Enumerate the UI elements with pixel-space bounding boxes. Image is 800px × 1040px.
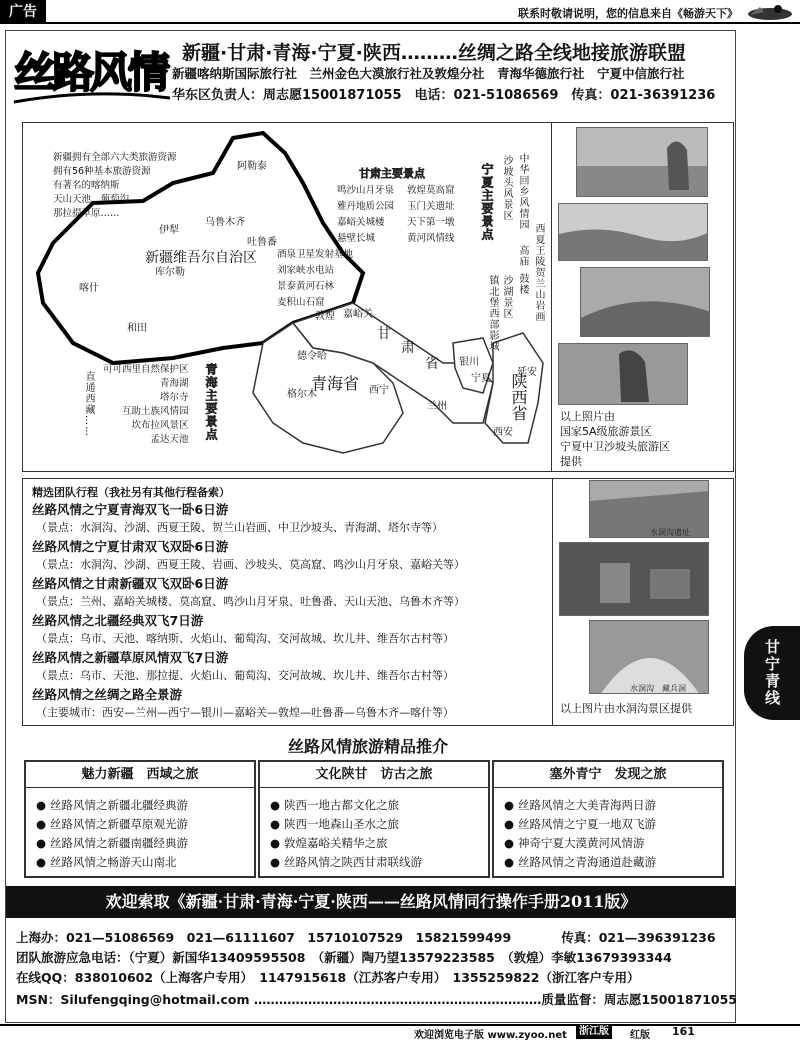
route-stops: （景点：水洞沟、沙湖、西夏王陵、岩画、沙坡头、莫高窟、鸣沙山月牙泉、嘉峪关等） [36, 558, 465, 571]
route-stops: （景点：乌市、天池、喀纳斯、火焰山、葡萄沟、交河故城、坎儿井、维吾尔古村等） [36, 632, 454, 645]
map-label-urumqi: 乌鲁木齐 [205, 217, 245, 228]
contact-line-emergency: 团队旅游应急电话：（宁夏）新国华13409595508 （新疆）陶乃望13579223585 （敦煌）李敏13679393344 [16, 950, 672, 965]
manual-banner: 欢迎索取《新疆·甘肃·青海·宁夏·陕西——丝路风情同行操作手册2011版》 [6, 886, 736, 918]
ningxia-spot: 鼓楼 [517, 273, 528, 295]
map-label-jiayuguan: 嘉峪关 [343, 309, 373, 320]
brand-logo [12, 36, 174, 108]
cave-photo-2 [559, 542, 709, 616]
recommend-box-shaangan [258, 760, 490, 878]
map-label-yili: 伊犁 [159, 225, 179, 236]
spot: 酒泉卫星发射基地 [277, 249, 354, 260]
contact-line-qq: 在线QQ：838010602（上海客户专用） 1147915618（江苏客户专用） 1355259822（浙江客户专用） [16, 970, 640, 985]
qinghai-spots [103, 363, 189, 447]
spot: 敦煌莫高窟 [407, 185, 455, 196]
gansu-spots-title: 甘肃主要景点 [359, 167, 425, 180]
list-item: ● 陕西一地森山圣水之旅 [270, 815, 488, 834]
tibet-route-label: 直通西藏…… [83, 371, 94, 437]
spot: 景泰黄河石林 [277, 281, 335, 292]
spot: 可可西里自然保护区 [103, 364, 189, 375]
caption-line: 国家5A级旅游景区 [560, 425, 652, 438]
recommend-box-head: 魅力新疆 西域之旅 [26, 762, 254, 788]
footer-red-edition: 红版 [630, 1030, 650, 1040]
desert-photo-4 [558, 343, 688, 405]
header-contact: 华东区负责人：周志愿15001871055 电话：021-51086569 传真：021-36391236 [172, 88, 716, 103]
map-label-golmud: 格尔木 [287, 389, 317, 400]
magazine-logo-icon [746, 3, 794, 21]
brand-logo-text: 丝路风情 [14, 48, 167, 97]
list-item: ● 丝路风情之新疆南疆经典游 [36, 834, 254, 853]
ningxia-spot: 高庙 [517, 245, 528, 267]
map-label-korla: 库尔勒 [155, 267, 185, 278]
header [12, 36, 732, 110]
map-label-gansu-b: 肃 [401, 340, 415, 356]
ningxia-spot: 西夏王陵 [533, 223, 544, 267]
list-item: ● 丝路风情之宁夏一地双飞游 [504, 815, 722, 834]
route-title: 丝路风情之北疆经典双飞7日游 [32, 613, 204, 628]
list-item: ● 陕西一地古都文化之旅 [270, 796, 488, 815]
spot: 悬壁长城 [337, 233, 376, 244]
map-label-yinchuan: 银川 [459, 357, 479, 368]
map-panel [22, 122, 552, 472]
gansu-spots-col-2 [407, 183, 455, 247]
spot: 青海湖 [160, 378, 189, 389]
desert-photo-1 [576, 127, 708, 197]
map-label-turpan: 吐鲁番 [247, 237, 277, 248]
ningxia-spot: 镇北堡西部影城 [487, 275, 498, 352]
contact-line-msn: MSN：Silufengqing@hotmail.com ……………………………………………………………质量监督：周志愿15001871055 [16, 992, 738, 1007]
caption-line: 提供 [560, 455, 582, 468]
map-label-dunhuang: 敦煌 [315, 311, 335, 322]
map-label-xinjiang: 新疆维吾尔自治区 [145, 250, 257, 266]
list-item: ● 敦煌嘉峪关精华之旅 [270, 834, 488, 853]
route-stops: （主要城市：西安—兰州—西宁—银川—嘉峪关—敦煌—吐鲁番—乌鲁木齐—喀什等） [36, 706, 454, 719]
resource-line: 那拉提草原…… [53, 208, 120, 219]
svg-text:水洞沟 藏兵洞: 水洞沟 藏兵洞 [630, 684, 686, 693]
ningxia-spot: 沙湖景区 [501, 275, 512, 319]
gansu-spots-col-1 [337, 183, 394, 247]
caption-line: 以上照片由 [560, 410, 615, 423]
logo-swoosh-icon [12, 90, 172, 106]
resource-line: 天山天池、葡萄沟 [53, 194, 130, 205]
recommend-box-head: 文化陕甘 访古之旅 [260, 762, 488, 788]
recommend-box-head: 塞外青宁 发现之旅 [494, 762, 722, 788]
desert-photo-3 [580, 267, 710, 337]
spot: 麦积山石窟 [277, 297, 325, 308]
ningxia-spots-title: 宁夏主要景点 [480, 163, 494, 241]
cave-photo-caption: 以上图片由水洞沟景区提供 [560, 702, 692, 715]
svg-text:水洞沟遗址: 水洞沟遗址 [650, 528, 690, 537]
spot: 嘉峪关城楼 [337, 217, 385, 228]
route-title: 丝路风情之宁夏青海双飞一卧6日游 [32, 502, 229, 517]
list-item: ● 丝路风情之新疆草原观光游 [36, 815, 254, 834]
itinerary-intro: 精选团队行程（我社另有其他行程备索） [32, 486, 230, 499]
desert-photo-2 [558, 203, 708, 261]
route-title: 丝路风情之甘肃新疆双飞双卧6日游 [32, 576, 229, 591]
route-title: 丝路风情之丝绸之路全景游 [32, 687, 183, 702]
ad-notice: 联系时敬请说明，您的信息来自《畅游天下》 [518, 7, 738, 20]
ningxia-spot: 沙坡头风景区 [501, 155, 512, 221]
list-item: ● 丝路风情之青海通道赴藏游 [504, 853, 722, 872]
map-label-xining: 西宁 [369, 385, 389, 396]
recommend-box-xinjiang [24, 760, 256, 878]
photo-caption [560, 409, 670, 469]
list-item: ● 神奇宁夏大漠黄河风情游 [504, 834, 722, 853]
ad-bar [0, 0, 800, 24]
spot: 互助土族风情园 [122, 406, 189, 417]
contact-line-shanghai: 上海办：021—51086569 021—61111607 15710107529 15821599499 传真：021—396391236 [16, 930, 716, 945]
route-stops: （景点：水洞沟、沙湖、西夏王陵、贺兰山岩画、中卫沙坡头、青海湖、塔尔寺等） [36, 521, 443, 534]
cave-photo-panel [552, 478, 734, 726]
footer-text: 欢迎浏览电子版 www.zyoo.net [414, 1030, 567, 1040]
page-number: 161 [672, 1025, 695, 1038]
route-title: 丝路风情之新疆草原风情双飞7日游 [32, 650, 229, 665]
map-label-hotan: 和田 [127, 323, 147, 334]
route-title: 丝路风情之宁夏甘肃双飞双卧6日游 [32, 539, 229, 554]
ad-tag: 广告 [0, 0, 46, 24]
list-item: ● 丝路风情之大美青海两日游 [504, 796, 722, 815]
resource-line: 拥有56种基本旅游资源 [53, 166, 151, 177]
list-item: ● 丝路风情之陕西甘肃联线游 [270, 853, 488, 872]
resource-line: 新疆拥有全部六大类旅游资源 [53, 152, 177, 163]
header-title: 新疆·甘肃·青海·宁夏·陕西………丝绸之路全线地接旅游联盟 [182, 42, 686, 64]
spot: 黄河风情线 [407, 233, 455, 244]
resource-line: 有著名的喀纳斯 [53, 180, 120, 191]
map-label-gansu-c: 省 [425, 356, 439, 372]
map-label-yanan: 延安 [517, 367, 537, 378]
spot: 雅丹地质公园 [337, 201, 395, 212]
map-label-xian: 西安 [493, 427, 513, 438]
route-stops: （景点：乌市、天池、那拉提、火焰山、葡萄沟、交河故城、坎儿井、维吾尔古村等） [36, 669, 454, 682]
ningxia-spot: 中华回乡风情园 [517, 153, 528, 230]
caption-line: 宁夏中卫沙坡头旅游区 [560, 440, 670, 453]
map-label-delingha: 德令哈 [297, 351, 327, 362]
spot: 孟达天池 [150, 434, 189, 445]
recommend-box-qingning [492, 760, 724, 878]
spot: 天下第一墩 [407, 217, 455, 228]
spot: 坎布拉风景区 [131, 420, 189, 431]
spot: 塔尔寺 [160, 392, 189, 403]
route-stops: （景点：兰州、嘉峪关城楼、莫高窟、鸣沙山月牙泉、吐鲁番、天山天池、乌鲁木齐等） [36, 595, 465, 608]
cave-photo-1 [589, 480, 709, 538]
recommend-title: 丝路风情旅游精品推介 [287, 737, 448, 756]
map-label-lanzhou: 兰州 [427, 401, 447, 412]
map-label-qinghai: 青海省 [311, 374, 360, 393]
section-side-tab: 甘宁青线 [744, 626, 800, 720]
map-label-gansu-a: 甘 [377, 326, 391, 342]
spot: 鸣沙山月牙泉 [337, 185, 395, 196]
map-label-shaanxi: 陕西省 [509, 373, 528, 421]
footer-edition: 浙江版 [576, 1025, 612, 1039]
gansu-spots-col-3 [277, 247, 465, 311]
qinghai-spots-title: 青海主要景点 [204, 363, 218, 441]
spot: 刘家峡水电站 [277, 265, 335, 276]
map-label-ningxia: 宁夏 [471, 373, 491, 384]
xinjiang-resources [53, 151, 177, 221]
header-agencies: 新疆喀纳斯国际旅行社 兰州金色大漠旅行社及敦煌分社 青海华德旅行社 宁夏中信旅行社 [172, 66, 685, 81]
cave-photo-3 [589, 620, 709, 694]
ningxia-spot: 贺兰山岩画 [533, 267, 544, 322]
gansu-spots [277, 183, 465, 311]
list-item: ● 丝路风情之畅游天山南北 [36, 853, 254, 872]
spot: 玉门关遗址 [407, 201, 455, 212]
list-item: ● 丝路风情之新疆北疆经典游 [36, 796, 254, 815]
map-label-aletai: 阿勒泰 [237, 161, 267, 172]
map-label-kashgar: 喀什 [79, 283, 99, 294]
